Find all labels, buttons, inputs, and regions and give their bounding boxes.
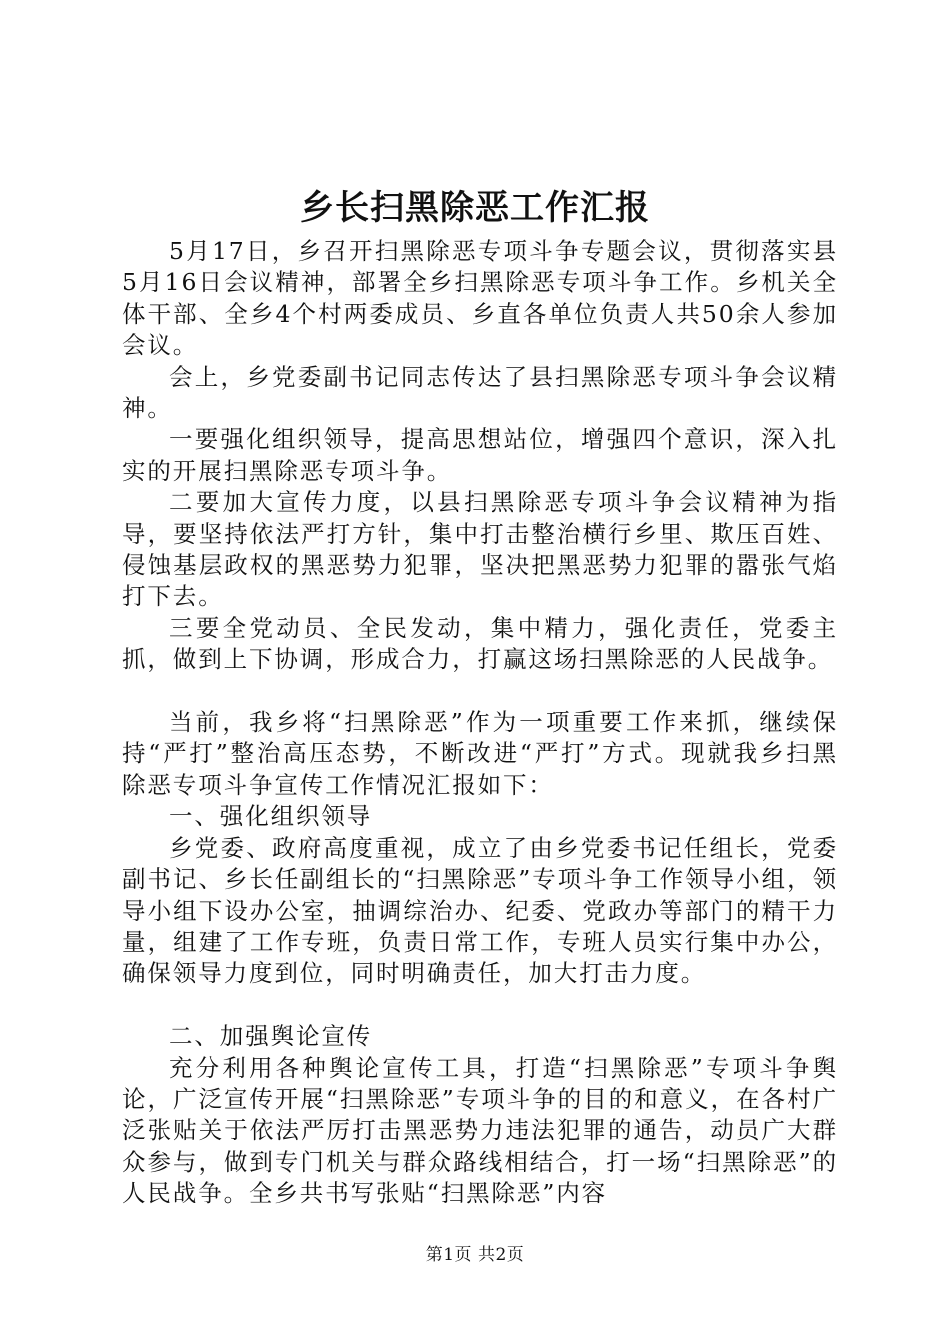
document-body — [122, 236, 838, 1210]
paragraph-meeting-intro: 5月17日，乡召开扫黑除恶专项斗争专题会议，贯彻落实县5月16日会议精神，部署全乡扫黑除恶专项斗争工作。乡机关全体干部、全乡4个村两委成员、乡直各单位负责人共50余人参加会议。 — [122, 237, 838, 360]
paragraph-requirement-two: 二要加大宣传力度，以县扫黑除恶专项斗争会议精神为指导，要坚持依法严打方针，集中打击整治横行乡里、欺压百姓、侵蚀基层政权的黑恶势力犯罪，坚决把黑恶势力犯罪的嚣张气焰打下去。 — [122, 488, 838, 611]
paragraph-meeting-relay: 会上，乡党委副书记同志传达了县扫黑除恶专项斗争会议精神。 — [122, 362, 838, 423]
paragraph-requirement-one: 一要强化组织领导，提高思想站位，增强四个意识，深入扎实的开展扫黑除恶专项斗争。 — [122, 425, 838, 485]
paragraph-requirement-three: 三要全党动员、全民发动，集中精力，强化责任，党委主抓，做到上下协调，形成合力，打赢这场扫黑除恶的人民战争。 — [122, 613, 838, 674]
paragraph-publicity: 充分利用各种舆论宣传工具，打造“扫黑除恶”专项斗争舆论，广泛宣传开展“扫黑除恶”专项斗争的目的和意义，在各村广泛张贴关于依法严厉打击黑恶势力违法犯罪的通告，动员广大群众参与，做到专门机关与群众路线相结合，打一场“扫黑除恶”的人民战争。全乡共书写张贴“扫黑除恶”内容 — [122, 1053, 838, 1208]
page-number-footer: 第1页 共2页 — [425, 1245, 525, 1265]
document-title: 乡长扫黑除恶工作汇报 — [300, 188, 650, 228]
section-heading-organization: 一、强化组织领导 — [169, 802, 373, 831]
paragraph-current-work: 当前，我乡将“扫黑除恶”作为一项重要工作来抓，继续保持“严打”整治高压态势，不断改进“严打”方式。现就我乡扫黑除恶专项斗争宣传工作情况汇报如下： — [122, 708, 838, 799]
section-heading-publicity: 二、加强舆论宣传 — [169, 1022, 373, 1051]
paragraph-organization: 乡党委、政府高度重视，成立了由乡党委书记任组长，党委副书记、乡长任副组长的“扫黑除恶”专项斗争工作领导小组，领导小组下设办公室，抽调综治办、纪委、党政办等部门的精干力量，组建了工作专班，负责日常工作，专班人员实行集中办公，确保领导力度到位，同时明确责任，加大打击力度。 — [122, 833, 838, 988]
